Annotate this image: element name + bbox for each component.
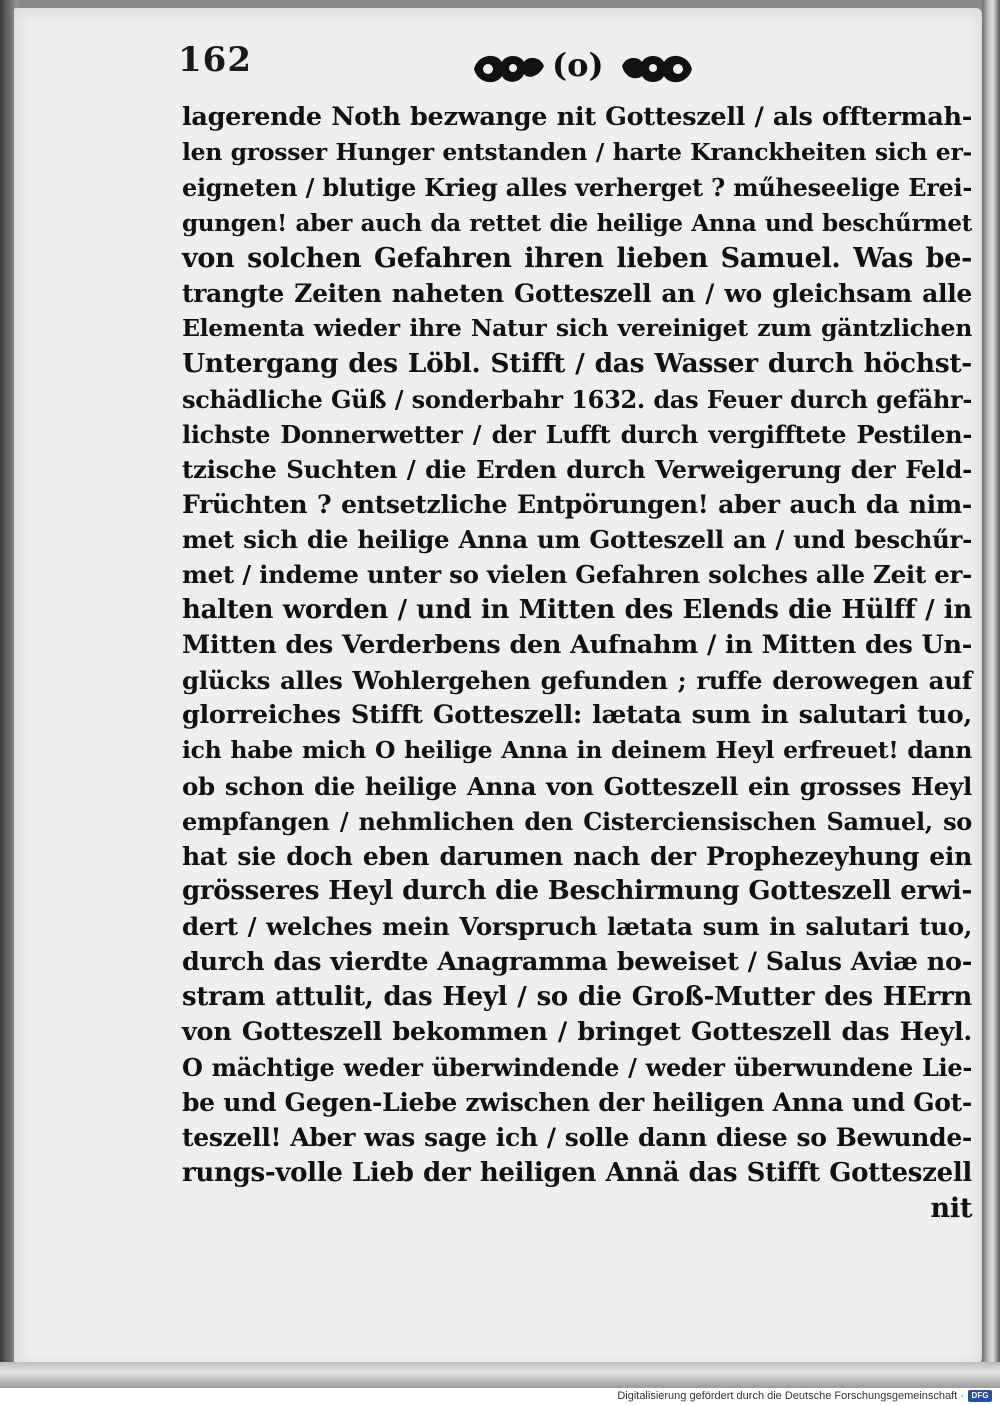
page-edge-bottom <box>0 1362 1000 1388</box>
text-line: gungen! aber auch da rettet die heilige Anna und beschűrmet <box>182 209 972 237</box>
text-line: rungs-volle Lieb der heiligen Annä das Stifft Gotteszell <box>182 1157 972 1188</box>
funding-credit: Digitalisierung gefördert durch die Deutsche Forschungsgemeinschaft · <box>617 1390 964 1402</box>
text-line: dert / welches mein Vorspruch lætata sum in salutari tuo, <box>182 912 972 942</box>
text-line: Elementa wieder ihre Natur sich vereiniget zum gäntzlichen <box>182 314 972 343</box>
catchword: nit <box>930 1192 972 1224</box>
text-line: ob schon die heilige Anna von Gotteszell ein grosses Heyl <box>182 771 972 801</box>
footer-bar <box>0 1388 1000 1405</box>
text-line: met sich die heilige Anna um Gotteszell an / und beschűr- <box>182 525 972 555</box>
text-line: teszell! Aber was sage ich / solle dann diese so Bewunde- <box>182 1123 972 1153</box>
text-line: lichste Donnerwetter / der Lufft durch vergifftete Pestilen- <box>182 419 972 449</box>
text-line: lagerende Noth bezwange nit Gotteszell / als offtermah- <box>182 102 972 132</box>
text-line: halten worden / und in Mitten des Elends die Hülff / in <box>182 594 972 625</box>
text-line: hat sie doch eben darumen nach der Prophezeyhung ein <box>182 841 972 871</box>
text-line: met / indeme unter so vielen Gefahren solches alle Zeit er- <box>182 560 972 590</box>
dfg-logo-icon[interactable]: DFG <box>968 1390 992 1402</box>
text-line: O mächtige weder überwindende / weder überwundene Lie- <box>182 1053 972 1083</box>
text-line: von Gotteszell bekommen / bringet Gotteszell das Heyl. <box>182 1016 972 1047</box>
text-line: von solchen Gefahren ihren lieben Samuel. Was be- <box>182 242 972 274</box>
text-line: ich habe mich O heilige Anna in deinem Heyl erfreuet! dann <box>182 736 972 765</box>
text-line: empfangen / nehmlichen den Cisterciensischen Samuel, so <box>182 806 972 836</box>
text-line: stram attulit, das Heyl / so die Groß-Mutter des HErrn <box>182 981 972 1012</box>
text-line: grösseres Heyl durch die Beschirmung Gotteszell erwi- <box>182 876 972 907</box>
text-line: durch das vierdte Anagramma beweiset / Salus Aviæ no- <box>182 946 972 977</box>
page-edge-right <box>982 0 1000 1388</box>
text-line: Früchten ? entsetzliche Entpörungen! aber auch da nim- <box>182 490 972 520</box>
text-line: schädliche Güß / sonderbahr 1632. das Feuer durch gefähr- <box>182 384 972 414</box>
page-header <box>178 40 978 100</box>
ornament-center-text: (o) <box>552 46 604 84</box>
text-line: Untergang des Löbl. Stifft / das Wasser durch höchst- <box>182 348 972 380</box>
text-line: glücks alles Wohlergehen gefunden ; ruffe derowegen auf <box>182 666 972 695</box>
text-line: len grosser Hunger entstanden / harte Kranckheiten sich er- <box>182 138 972 167</box>
text-line: glorreiches Stifft Gotteszell: lætata sum in salutari tuo, <box>182 700 972 731</box>
text-line: eigneten / blutige Krieg alles verherget ? műheseelige Erei- <box>182 173 972 203</box>
text-line: be und Gegen-Liebe zwischen der heiligen Anna und Got- <box>182 1088 972 1118</box>
text-line: Mitten des Verderbens den Aufnahm / in Mitten des Un- <box>182 629 972 660</box>
page-number: 162 <box>178 40 252 80</box>
header-ornament <box>468 44 698 94</box>
text-line: tzische Suchten / die Erden durch Verweigerung der Feld- <box>182 454 972 484</box>
page-body-text <box>182 100 972 1226</box>
text-line: trangte Zeiten naheten Gotteszell an / wo gleichsam alle <box>182 278 972 308</box>
